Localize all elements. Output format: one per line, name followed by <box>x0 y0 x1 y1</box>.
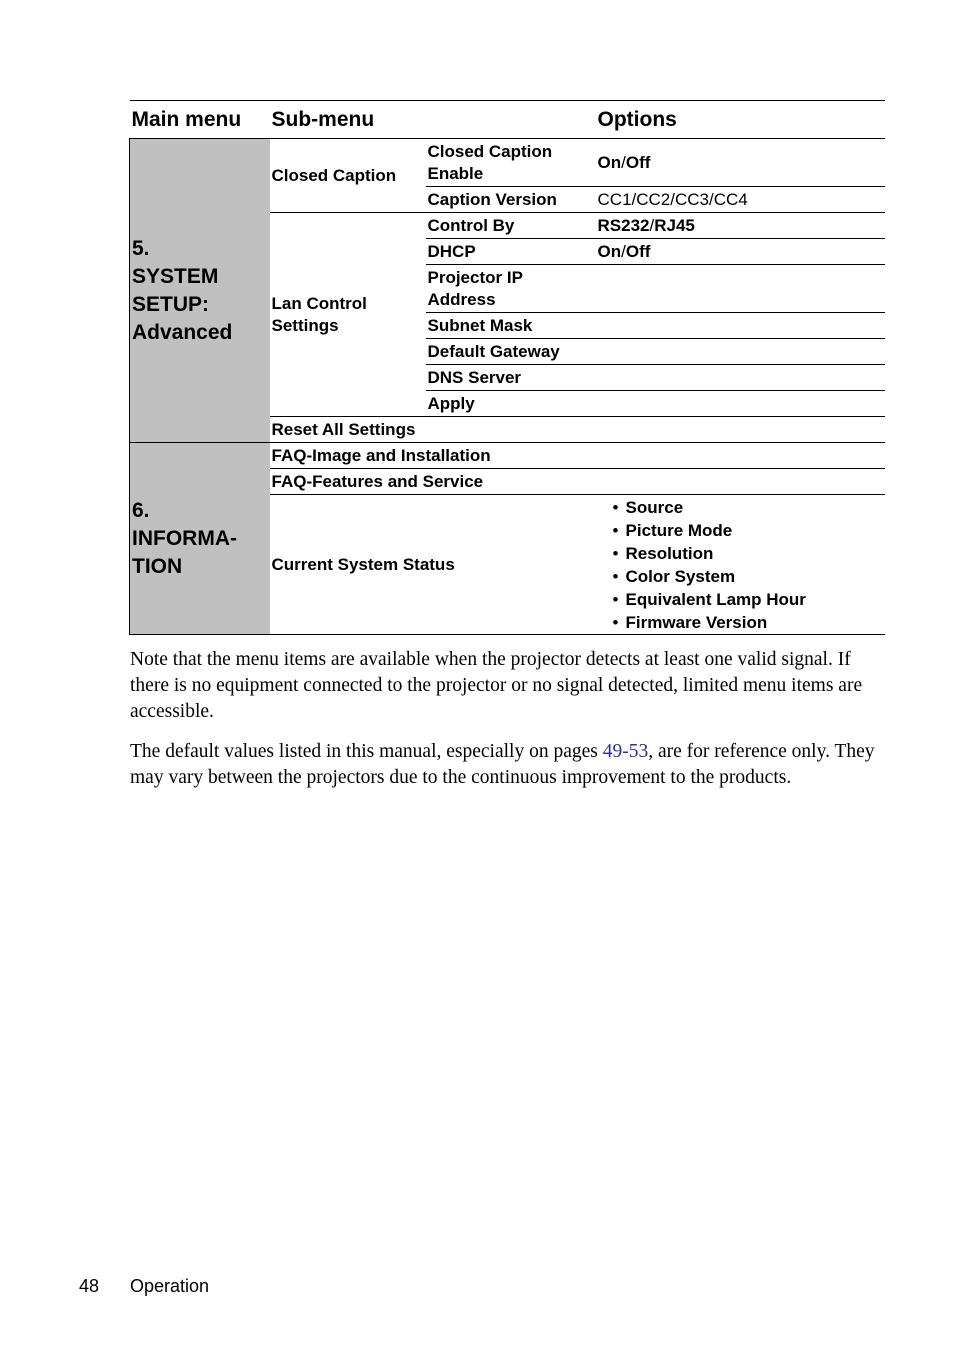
submenu-reset-all-settings: Reset All Settings <box>270 417 885 443</box>
list-item: • Equivalent Lamp Hour <box>598 588 883 611</box>
list-item: • Color System <box>598 565 883 588</box>
header-main-menu: Main menu <box>130 101 270 139</box>
item-control-by: Control By <box>426 213 596 239</box>
list-item: • Resolution <box>598 542 883 565</box>
list-item: • Source <box>598 496 883 519</box>
submenu-closed-caption: Closed Caption <box>270 139 426 213</box>
page-number: 48 <box>79 1276 100 1296</box>
list-item: • Picture Mode <box>598 519 883 542</box>
submenu-current-status: Current System Status <box>270 495 596 635</box>
option-status-list <box>596 495 885 635</box>
item-dhcp: DHCP <box>426 239 596 265</box>
submenu-faq-image: FAQ-Image and Installation <box>270 443 885 469</box>
header-sub-menu: Sub-menu <box>270 101 596 139</box>
option-empty <box>596 391 885 417</box>
option-caption-version: CC1/CC2/CC3/CC4 <box>596 187 885 213</box>
item-default-gateway: Default Gateway <box>426 339 596 365</box>
option-closed-caption-enable: On/Off <box>596 139 885 187</box>
pages-link[interactable]: 49-53 <box>602 741 649 762</box>
item-projector-ip: Projector IP Address <box>426 265 596 313</box>
section-name: Operation <box>130 1276 210 1296</box>
table-row <box>130 443 885 469</box>
option-empty <box>596 365 885 391</box>
item-caption-version: Caption Version <box>426 187 596 213</box>
list-item: • Firmware Version <box>598 611 883 634</box>
status-list <box>598 496 883 634</box>
submenu-faq-features: FAQ-Features and Service <box>270 469 885 495</box>
item-apply: Apply <box>426 391 596 417</box>
item-subnet-mask: Subnet Mask <box>426 313 596 339</box>
main-menu-system-setup: 5. SYSTEM SETUP: Advanced <box>130 139 270 443</box>
submenu-lan-control: Lan Control Settings <box>270 213 426 417</box>
option-control-by: RS232/RJ45 <box>596 213 885 239</box>
menu-table <box>129 100 885 635</box>
item-closed-caption-enable: Closed Caption Enable <box>426 139 596 187</box>
header-options: Options <box>596 101 885 139</box>
option-empty <box>596 339 885 365</box>
table-row <box>130 139 885 187</box>
header-row <box>130 101 885 139</box>
option-empty <box>596 313 885 339</box>
page-footer <box>79 1276 209 1297</box>
note-paragraph: Note that the menu items are available when the projector detects at least one valid signal. If there is no equipment connected to the projector or no signal detected, limited menu items are accessible. <box>130 649 863 722</box>
main-menu-information: 6. INFORMA- TION <box>130 443 270 635</box>
default-values-paragraph: The default values listed in this manual, especially on pages 49-53, are for reference only. They may vary between the projectors due to the continuous improvement to the products. <box>130 741 875 788</box>
option-empty <box>596 265 885 313</box>
item-dns-server: DNS Server <box>426 365 596 391</box>
option-dhcp: On/Off <box>596 239 885 265</box>
